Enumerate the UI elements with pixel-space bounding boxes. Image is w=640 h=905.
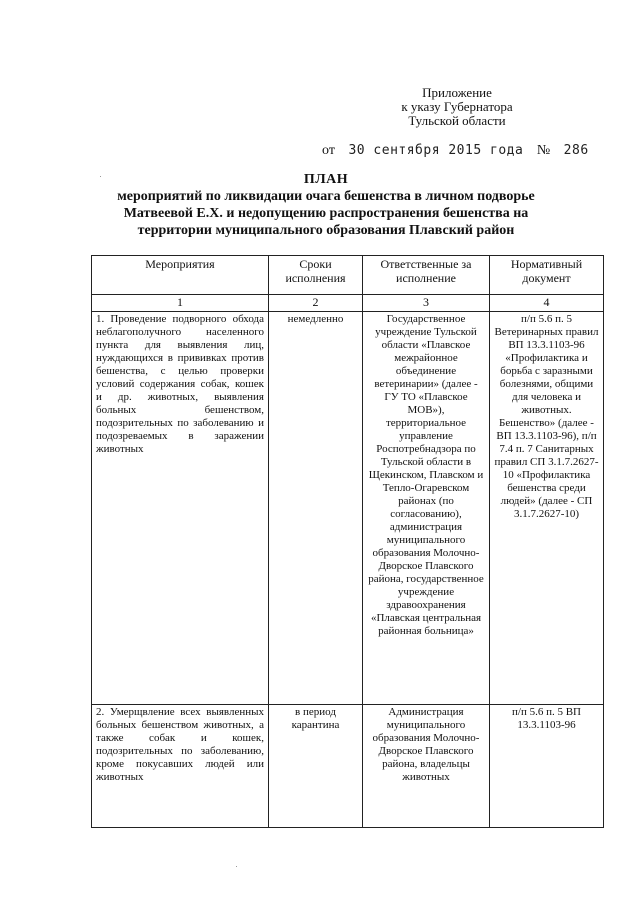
measure-cell: 1. Проведение подворного обхода неблагополучного населенного пункта для выявления лиц, нуждающихся в прививках против бешенства, с целью проверки условий содержания собак, кошек и др. животных, выявления больных бешенством, подозрительных по заболеванию и подозреваемых в заражении животных [92,312,269,705]
title-line-2: Матвеевой Е.Х. и недопущению распространения бешенства на [123,206,529,221]
column-number: 2 [269,295,363,312]
table-row [92,705,604,828]
header-measures: Мероприятия [92,256,269,295]
scan-speck [236,866,237,867]
decree-number: 286 [563,143,589,158]
measure-cell: 2. Умерщвление всех выявленных больных бешенством животных, а также собак и кошек, подозрительных по заболеванию, кроме покусавших людей или животных [92,705,269,828]
appendix-line-3: Тульской области [408,113,506,128]
document-title [86,171,566,239]
appendix-block [372,86,542,128]
column-number: 4 [490,295,604,312]
deadline-cell: в период карантина [269,705,363,828]
measures-table [91,255,604,828]
appendix-line-1: Приложение [422,85,492,100]
date-prefix: от [322,143,335,158]
column-number: 1 [92,295,269,312]
responsible-cell: Администрация муниципального образования Молочно-Дворское Плавского района, владельцы животных [363,705,490,828]
appendix-line-2: к указу Губернатора [401,99,513,114]
column-number-row [92,295,604,312]
column-number: 3 [363,295,490,312]
title-plan: ПЛАН [303,172,349,187]
title-line-3: территории муниципального образования Плавский район [137,223,515,238]
document-cell: п/п 5.6 п. 5 ВП 13.3.1103-96 [490,705,604,828]
number-sign: № [536,143,551,158]
header-responsible: Ответственные за исполнение [363,256,490,295]
scan-speck [100,176,101,177]
decree-date: 30 сентября 2015 года [348,143,524,158]
header-deadline: Сроки исполнения [269,256,363,295]
deadline-cell: немедленно [269,312,363,705]
table-row [92,312,604,705]
decree-date-line [322,143,589,159]
table-header-row [92,256,604,295]
header-document: Нормативный документ [490,256,604,295]
title-line-1: мероприятий по ликвидации очага бешенства в личном подворье [117,189,535,204]
responsible-cell: Государственное учреждение Тульской области «Плавское межрайонное объединение ветеринарии» (далее - ГУ ТО «Плавское МОВ»), территориальное управление Роспотребнадзора по Тульской области в Щекинском, Плавском и Тепло-Огаревском районах (по согласованию), администрация муниципального образования Молочно-Дворское Плавского района, государственное учреждение здравоохранения «Плавская центральная районная больница» [363,312,490,705]
document-cell: п/п 5.6 п. 5 Ветеринарных правил ВП 13.3.1103-96 «Профилактика и борьба с заразными болезнями, общими для человека и животных. Бешенство» (далее - ВП 13.3.1103-96), п/п 7.4 п. 7 Санитарных правил СП 3.1.7.2627-10 «Профилактика бешенства среди людей» (далее - СП 3.1.7.2627-10) [490,312,604,705]
